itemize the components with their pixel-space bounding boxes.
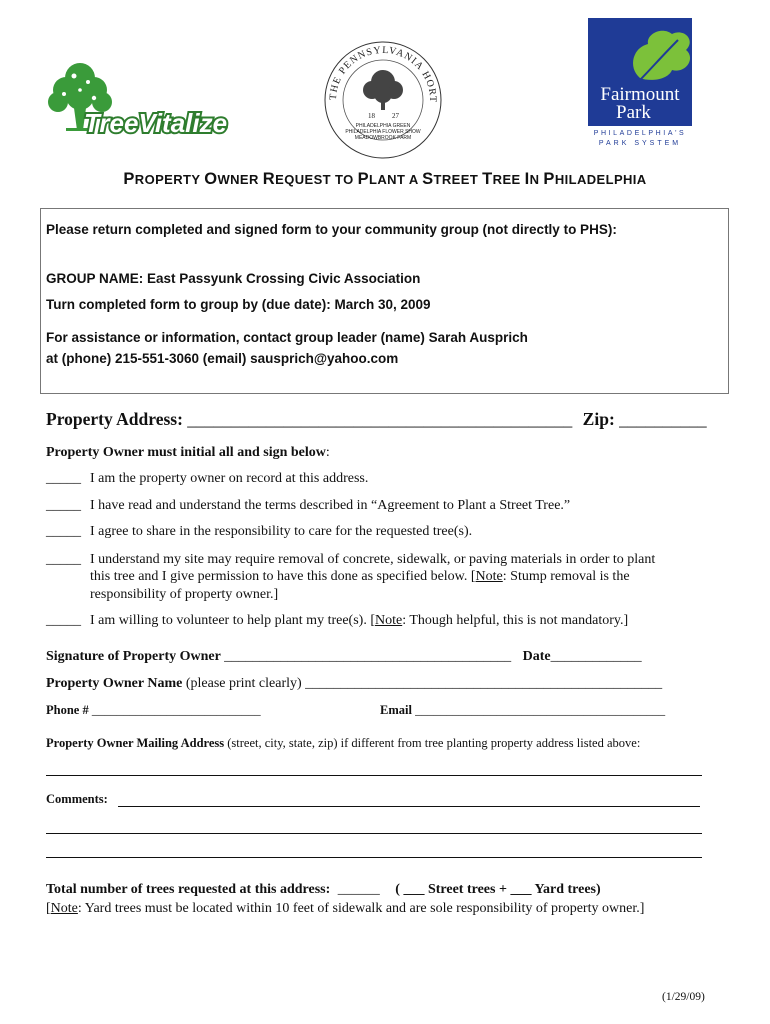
- property-address-label: Property Address:: [46, 409, 183, 429]
- phone-label: Phone #: [46, 703, 89, 717]
- fairmount-sub-2: PARK SYSTEM: [598, 140, 682, 147]
- note-label: Note: [50, 901, 78, 916]
- item4-note-label: Note: [475, 569, 503, 584]
- property-address-field[interactable]: ____________________________________________: [187, 409, 573, 429]
- group-name: GROUP NAME: East Passyunk Crossing Civic Association: [46, 271, 421, 286]
- owner-name-field[interactable]: ___________________________________________________: [305, 676, 663, 691]
- initial-blank[interactable]: _____: [46, 471, 81, 486]
- item4-text-post: : Stump removal is the: [502, 569, 630, 584]
- initial-item-text: [90, 569, 630, 585]
- title-word: REE: [492, 172, 525, 187]
- phone-field[interactable]: ___________________________: [91, 703, 261, 717]
- form-version-date: (1/29/09): [662, 991, 705, 1003]
- title-word: N: [529, 172, 544, 187]
- title-initial: O: [204, 170, 218, 188]
- title-word: TREET: [433, 172, 483, 187]
- note-open: [: [46, 901, 51, 916]
- fairmount-title-1: Fairmount: [600, 84, 680, 105]
- initial-item: [46, 471, 81, 487]
- initial-item: [46, 498, 81, 514]
- treevitalize-logo: [44, 58, 236, 142]
- yard-tree-note: [46, 901, 644, 917]
- item5-text-post: : Though helpful, this is not mandatory.]: [402, 613, 629, 628]
- initials-heading-text: Property Owner must initial all and sign below: [46, 445, 326, 460]
- mailing-address-label: Property Owner Mailing Address: [46, 736, 225, 750]
- phs-line-1: PHILADELPHIA GREEN: [355, 123, 411, 129]
- phone-row: [46, 703, 261, 718]
- phs-line-3: MEADOWBROOK FARM: [354, 135, 412, 141]
- signature-label: Signature of Property Owner: [46, 649, 221, 664]
- fairmount-sub-1: PHILADELPHIA'S: [593, 130, 687, 137]
- fairmount-title-2: Park: [616, 102, 651, 123]
- initial-blank[interactable]: _____: [46, 524, 81, 539]
- comments-label: Comments:: [46, 792, 108, 806]
- owner-name-hint: (please print clearly): [182, 676, 306, 691]
- initial-blank[interactable]: _____: [46, 552, 81, 567]
- signature-field[interactable]: _________________________________________: [224, 649, 512, 664]
- street-trees-label: Street trees +: [427, 882, 507, 897]
- title-word: HILADELPHIA: [554, 172, 647, 187]
- item5-note-label: Note: [374, 613, 403, 628]
- owner-name-row: [46, 676, 662, 692]
- title-initial: S: [422, 170, 434, 188]
- initial-blank[interactable]: _____: [46, 498, 81, 513]
- title-initial: T: [482, 170, 493, 188]
- zip-field[interactable]: __________: [619, 409, 707, 429]
- phs-seal-logo: [316, 30, 450, 162]
- total-open-paren: (: [395, 882, 400, 897]
- page-title: [0, 170, 770, 189]
- initial-item-text: responsibility of property owner.]: [90, 587, 279, 602]
- note-text: : Yard trees must be located within 10 feet of sidewalk and are sole responsibility of property owner.]: [77, 901, 645, 916]
- street-trees-field[interactable]: ___: [403, 882, 425, 897]
- owner-name-label: Property Owner Name: [46, 676, 183, 691]
- title-initial: P: [543, 170, 555, 188]
- return-instruction: Please return completed and signed form to your community group (not directly to PHS):: [46, 222, 617, 237]
- phs-ring-text: THE PENNSYLVANIA HORT: [327, 44, 439, 104]
- yard-trees-field[interactable]: ___: [510, 882, 532, 897]
- title-initial: I: [524, 170, 530, 188]
- comments-field[interactable]: [46, 857, 702, 858]
- initials-heading-colon: :: [325, 445, 330, 460]
- total-trees-field[interactable]: ______: [337, 882, 380, 897]
- phs-year-left: 18: [368, 112, 375, 120]
- yard-trees-label: Yard trees): [534, 882, 601, 897]
- phs-year-right: 27: [392, 112, 399, 120]
- total-trees-row: [46, 882, 601, 898]
- initial-item: [46, 524, 81, 540]
- title-initial: R: [262, 170, 276, 188]
- mailing-address-field[interactable]: [46, 775, 702, 776]
- zip-label: Zip:: [582, 409, 615, 429]
- mailing-address-hint: (street, city, state, zip) if different from tree planting property address listed above:: [224, 736, 641, 750]
- title-word: LANT A: [369, 172, 423, 187]
- title-word: WNER: [217, 172, 263, 187]
- comments-field[interactable]: [46, 833, 702, 834]
- total-trees-label: Total number of trees requested at this address:: [46, 882, 331, 897]
- mailing-address-row: [46, 736, 640, 751]
- treevitalize-wordmark: TreeVitalize: [84, 108, 228, 138]
- title-word: EQUEST TO: [275, 172, 358, 187]
- initial-item-text: I understand my site may require removal of concrete, sidewalk, or paving materials in order to plant: [90, 552, 656, 567]
- due-date: Turn completed form to group by (due date): March 30, 2009: [46, 297, 431, 312]
- title-initial: P: [357, 170, 370, 188]
- fairmount-park-logo: [588, 18, 708, 148]
- title-word: ROPERTY: [134, 172, 205, 187]
- title-initial: P: [123, 170, 135, 188]
- initial-item-text: I have read and understand the terms described in “Agreement to Plant a Street Tree.”: [90, 498, 571, 513]
- signature-row: [46, 649, 642, 665]
- initials-heading: [46, 445, 330, 461]
- item5-text: I am willing to volunteer to help plant my tree(s). [: [90, 613, 375, 628]
- assistance-contact: For assistance or information, contact group leader (name) Sarah Ausprich: [46, 330, 528, 345]
- date-label: Date: [522, 649, 551, 664]
- email-row: [380, 703, 665, 718]
- property-address-row: [46, 409, 707, 430]
- initial-item: [46, 613, 81, 629]
- item4-text: this tree and I give permission to have this done as specified below. [: [90, 569, 476, 584]
- initial-item-text: I am the property owner on record at this address.: [90, 471, 369, 486]
- initial-item-text: [90, 613, 628, 629]
- email-label: Email: [380, 703, 412, 717]
- date-field[interactable]: _____________: [550, 649, 642, 664]
- comments-field[interactable]: [118, 806, 700, 807]
- contact-details: at (phone) 215-551-3060 (email) sausprich@yahoo.com: [46, 351, 399, 366]
- phs-line-2: PHILADELPHIA FLOWER SHOW: [345, 129, 421, 135]
- initial-item: [46, 552, 81, 568]
- email-field[interactable]: ________________________________________: [415, 703, 666, 717]
- initial-blank[interactable]: _____: [46, 613, 81, 628]
- initial-item-text: I agree to share in the responsibility to care for the requested tree(s).: [90, 524, 473, 539]
